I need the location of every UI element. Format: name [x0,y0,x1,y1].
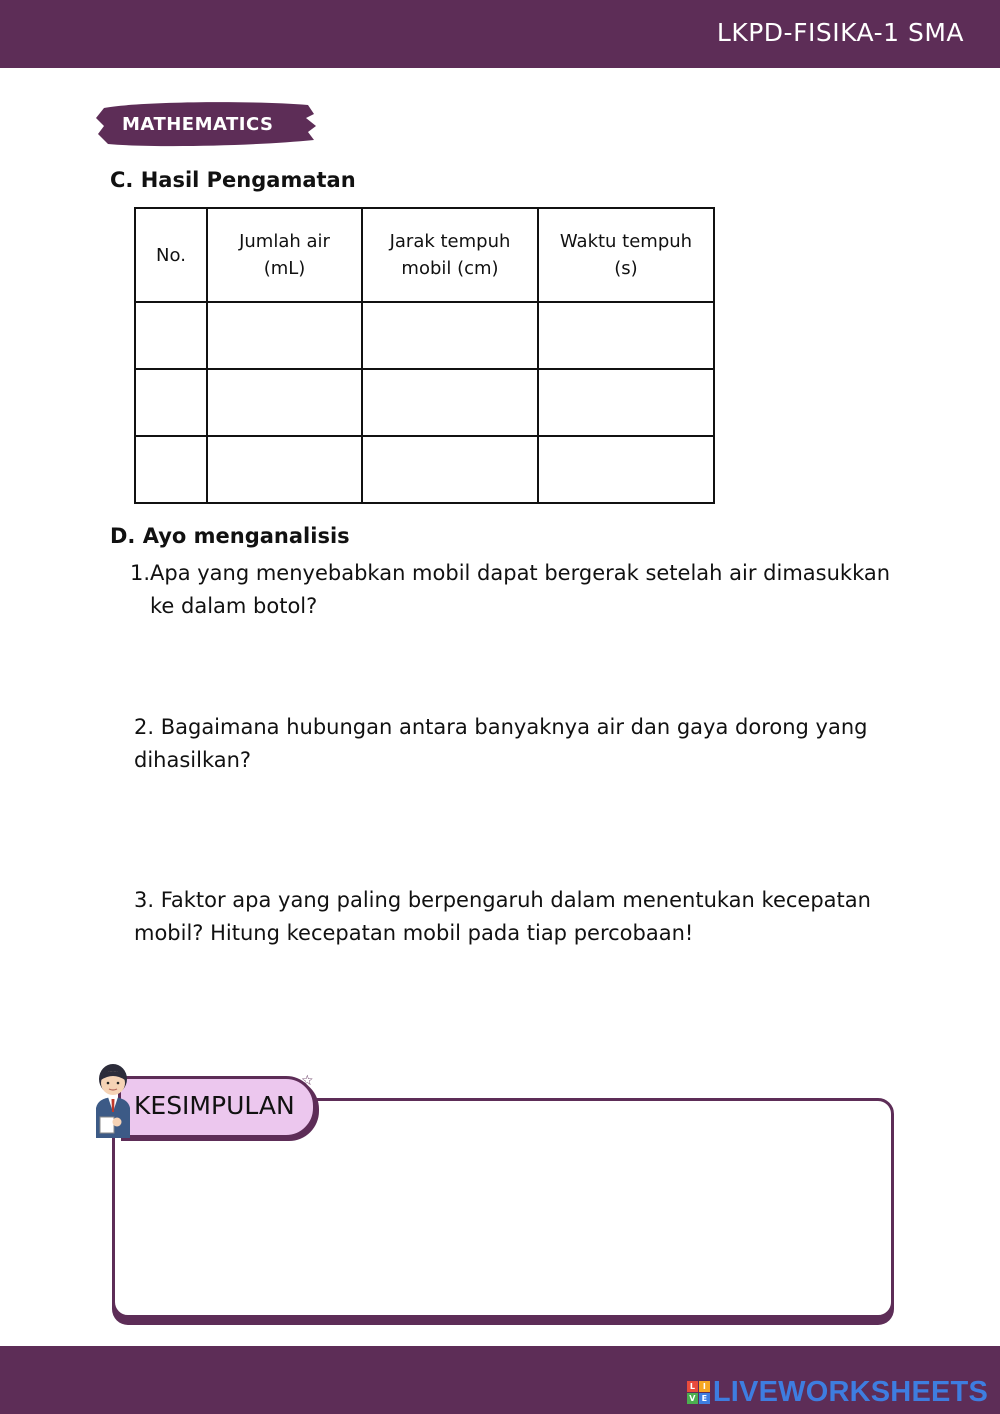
mathematics-label: MATHEMATICS [122,114,274,135]
logo-grid-icon [687,1381,710,1404]
header-distance: Jarak tempuh mobil (cm) [362,208,538,302]
table-cell[interactable] [538,369,714,436]
section-d-heading: D. Ayo menganalisis [110,524,350,548]
conclusion-label: KESIMPULAN [134,1091,295,1120]
table-cell[interactable] [538,302,714,369]
header-water-amount: Jumlah air (mL) [207,208,362,302]
question-1-number: 1. [130,561,151,585]
table-cell[interactable] [207,369,362,436]
logo-letter: L [687,1381,698,1392]
table-cell[interactable] [135,369,207,436]
star-icon: ☆ [301,1073,314,1089]
table-cell[interactable] [362,302,538,369]
table-cell[interactable] [135,436,207,503]
question-2: 2. Bagaimana hubungan antara banyaknya air dan gaya dorong yang dihasilkan? [134,715,868,772]
table-header-row [135,208,714,302]
mathematics-tag [94,100,318,150]
question-3: 3. Faktor apa yang paling berpengaruh dalam menentukan kecepatan mobil? Hitung kecepatan mobil pada tiap percobaan! [134,888,871,945]
teacher-icon [90,1062,136,1138]
header-no: No. [135,208,207,302]
table-row [135,302,714,369]
table-cell[interactable] [207,436,362,503]
logo-letter: I [699,1381,710,1392]
table-cell[interactable] [538,436,714,503]
question-1 [130,557,920,623]
brand-name: LIVEWORKSHEETS [712,1376,988,1408]
table-cell[interactable] [207,302,362,369]
liveworksheets-logo [687,1376,988,1409]
table-cell[interactable] [362,436,538,503]
observation-table [134,207,715,504]
question-1-text: Apa yang menyebabkan mobil dapat bergerak setelah air dimasukkan ke dalam botol? [150,561,891,618]
worksheet-title: LKPD-FISIKA-1 SMA [716,18,964,47]
logo-letter: V [687,1393,698,1404]
header-time: Waktu tempuh (s) [538,208,714,302]
table-row [135,436,714,503]
table-cell[interactable] [135,302,207,369]
logo-letter: E [699,1393,710,1404]
table-cell[interactable] [362,369,538,436]
table-row [135,369,714,436]
section-c-heading: C. Hasil Pengamatan [110,168,356,192]
